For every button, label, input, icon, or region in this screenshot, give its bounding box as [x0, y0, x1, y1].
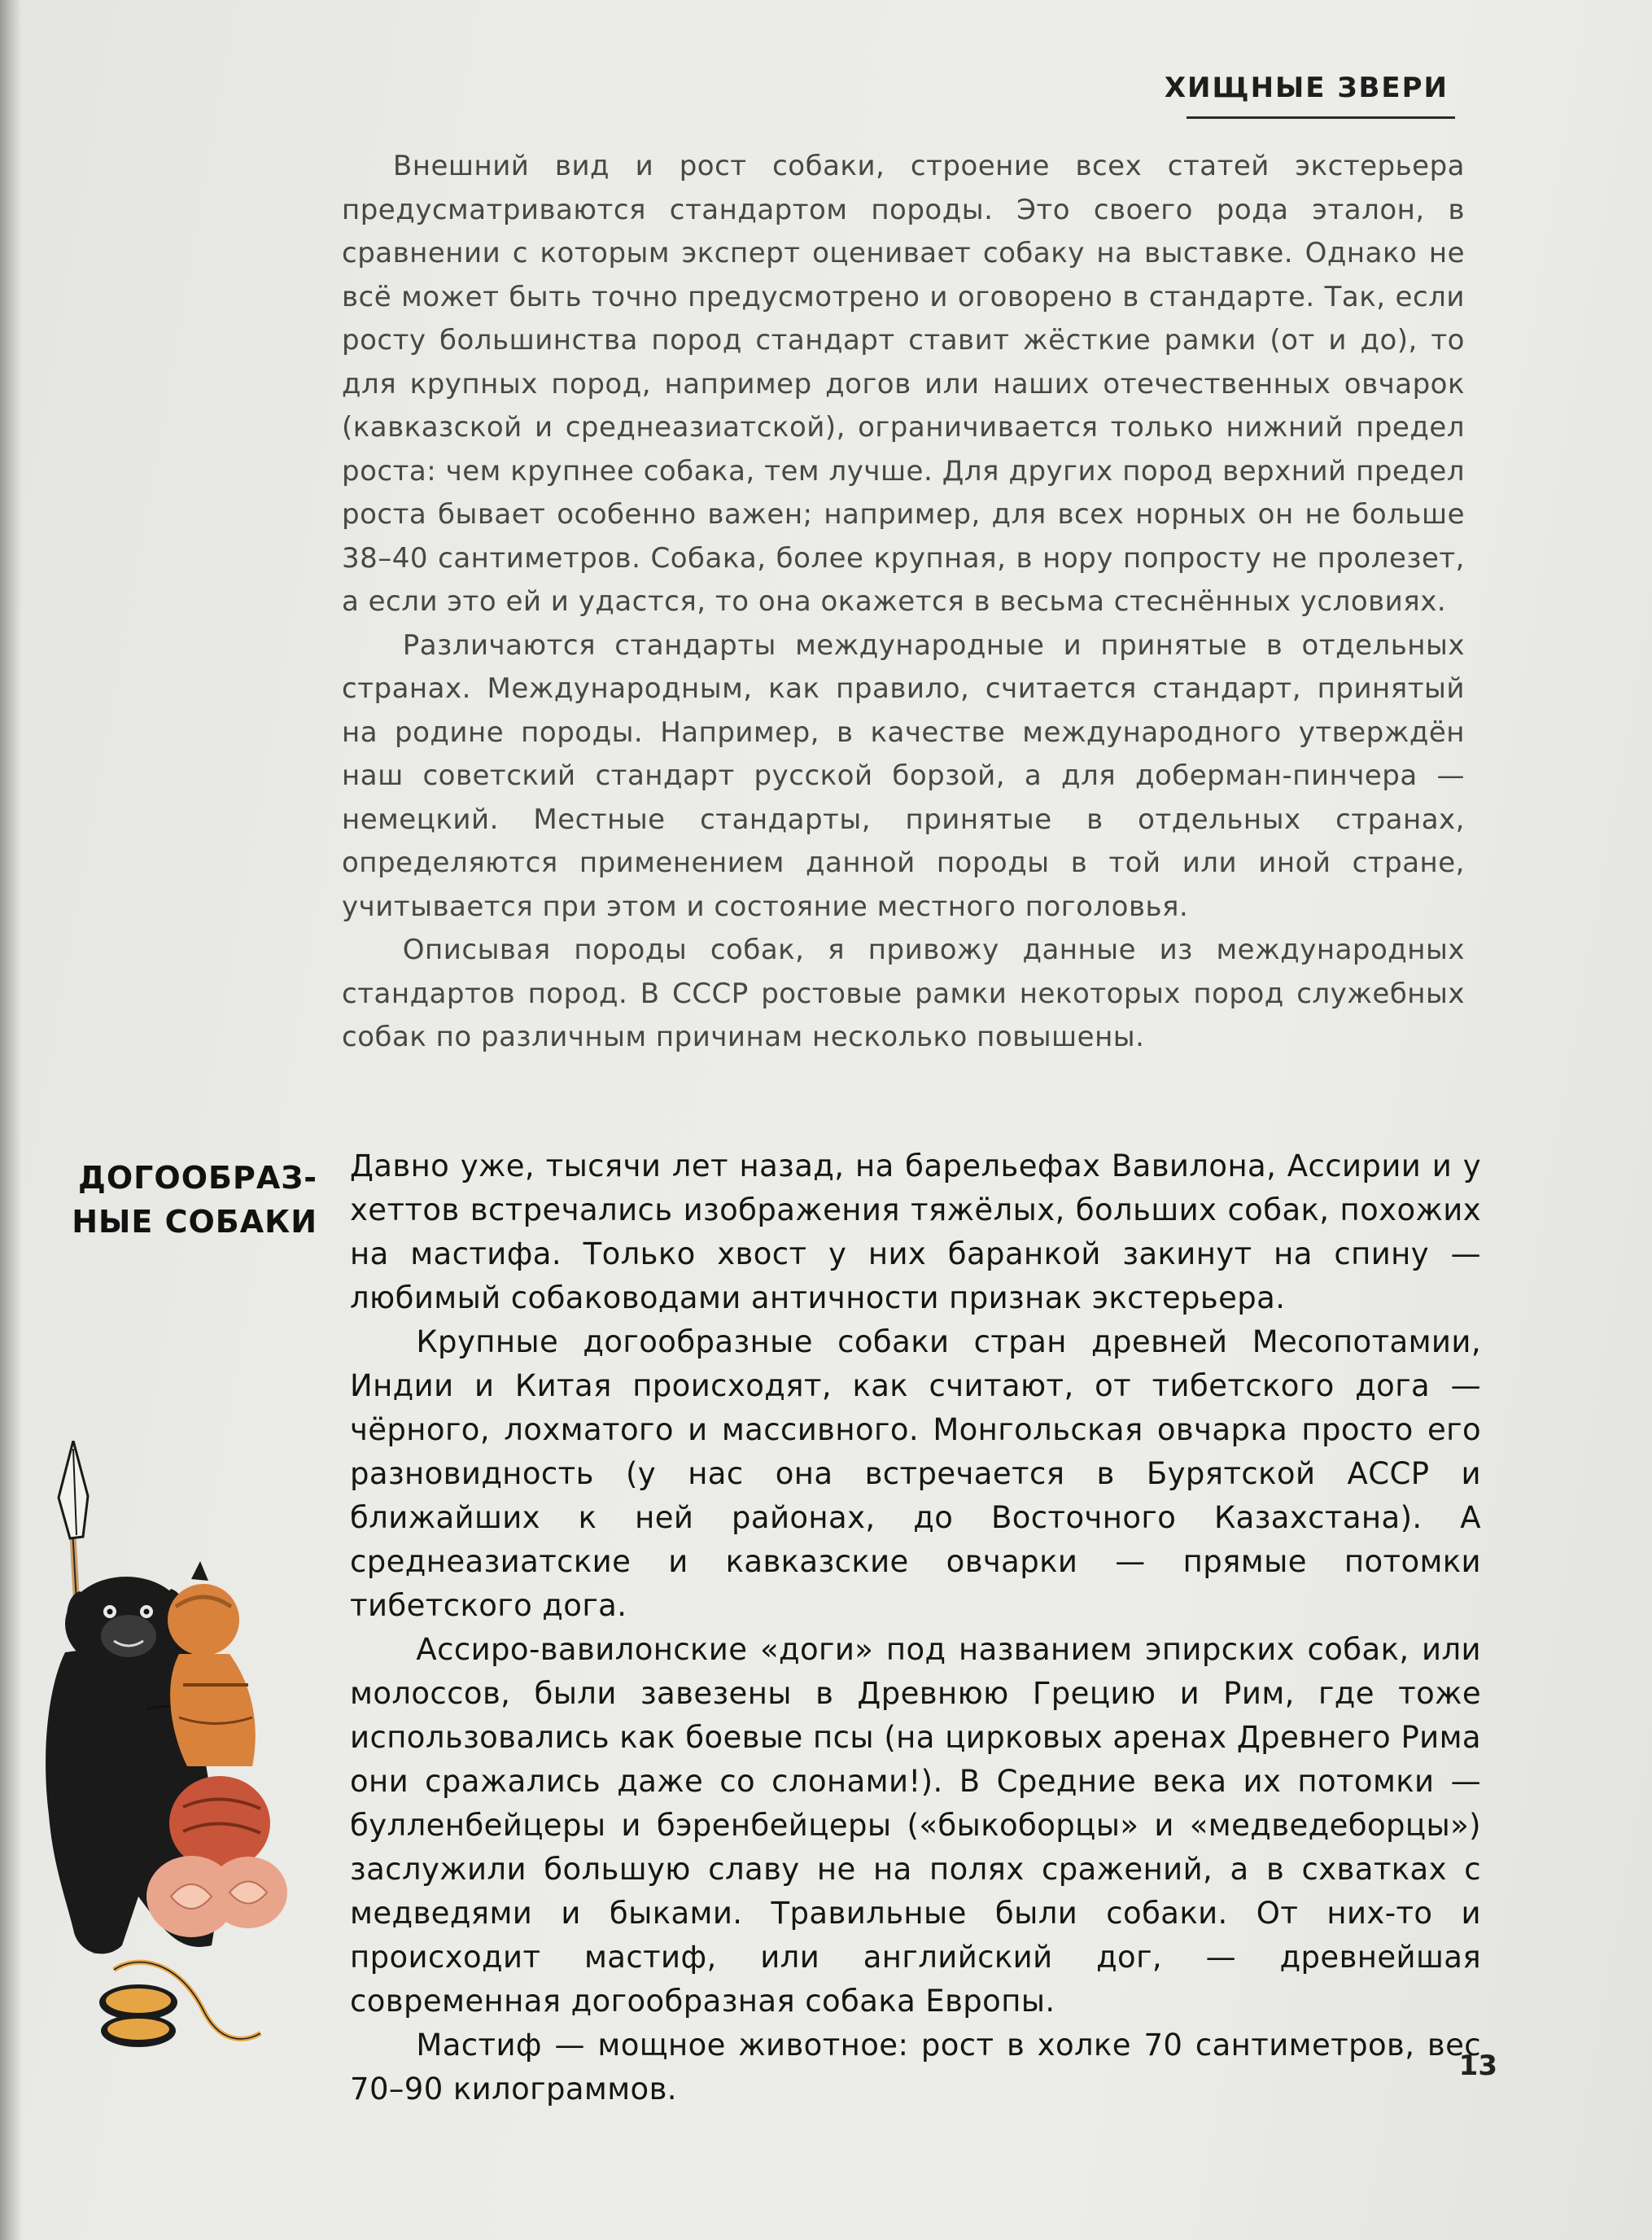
- section-heading-line: НЫЕ СОБАКИ: [72, 1204, 317, 1240]
- paragraph: Ассиро-вавилонские «доги» под названием эпирских собак, или молоссов, были завезены в Древнюю Грецию и Рим, где тоже использовались как боевые псы (на цирковых аренах Древнего Рима они сражались даже со слонами!). В Средние века их потомки — булленбейцеры и бэренбейцеры («быкоборцы» и «медведеборцы») заслужили большую славу не на полях сражений, а в схватках с медведями и быками. Травильные были собаки. От них-то и происходит мастиф, или английский дог, — древнейшая современная догообразная собака Европы.: [350, 1632, 1481, 2019]
- paragraph: Описывая породы собак, я привожу данные из международных стандартов пород. В СССР ростовые рамки некоторых пород служебных собак по различным причинам несколько повышены.: [342, 934, 1465, 1053]
- section-text-block: [350, 1144, 1481, 2111]
- section-heading-line: ДОГООБРАЗ-: [78, 1160, 317, 1196]
- intro-text-block: [342, 145, 1465, 1060]
- paragraph: Различаются стандарты международные и принятые в отдельных странах. Международным, как правило, считается стандарт, принятый на родине породы. Например, в качестве международного утверждён наш советский стандарт русской борзой, а для доберман-пинчера — немецкий. Местные стандарты, принятые в отдельных странах, определяются применением данной породы в той или иной стране, учитывается при этом и состояние местного поголовья.: [342, 628, 1465, 923]
- section-heading: [65, 1156, 317, 1244]
- running-header: ХИЩНЫЕ ЗВЕРИ: [1164, 72, 1449, 104]
- paragraph: Внешний вид и рост собаки, строение всех статей экстерьера предусматриваются стандартом породы. Это своего рода эталон, в сравнении с которым эксперт оценивает собаку на выставке. Однако не всё может быть точно предусмотрено и оговорено в стандарте. Так, если росту большинства пород стандарт ставит жёсткие рамки (от и до), то для крупных пород, например догов или наших отечественных овчарок (кавказской и среднеазиатской), ограничивается только нижний предел роста: чем крупнее собака, тем лучше. Для других пород верхний предел роста бывает особенно важен; например, для всех норных он не больше 38–40 сантиметров. Собака, более крупная, в нору попросту не пролезет, а если это ей и удастся, то она окажется в весьма стеснённых условиях.: [342, 150, 1465, 618]
- paragraph: Крупные догообразные собаки стран древней Месопотамии, Индии и Китая происходят, как считают, от тибетского дога — чёрного, лохматого и массивного. Монгольская овчарка просто его разновидность (у нас она встречается в Бурятской АССР и ближайших к ней районах, до Восточного Казахстана). А среднеазиатские и кавказские овчарки — прямые потомки тибетского дога.: [350, 1324, 1481, 1623]
- paragraph: Давно уже, тысячи лет назад, на барельефах Вавилона, Ассирии и у хеттов встречались изображения тяжёлых, больших собак, похожих на мастифа. Только хвост у них баранкой закинут на спину — любимый собаководами античности признак экстерьера.: [350, 1148, 1481, 1315]
- page-number: 13: [1458, 2050, 1497, 2082]
- header-underline: [1187, 116, 1455, 119]
- paragraph: Мастиф — мощное животное: рост в холке 70 сантиметров, вес 70–90 килограммов.: [350, 2028, 1481, 2107]
- sandal-icon: [99, 1962, 260, 2047]
- dog-warrior-illustration: [16, 1441, 342, 2059]
